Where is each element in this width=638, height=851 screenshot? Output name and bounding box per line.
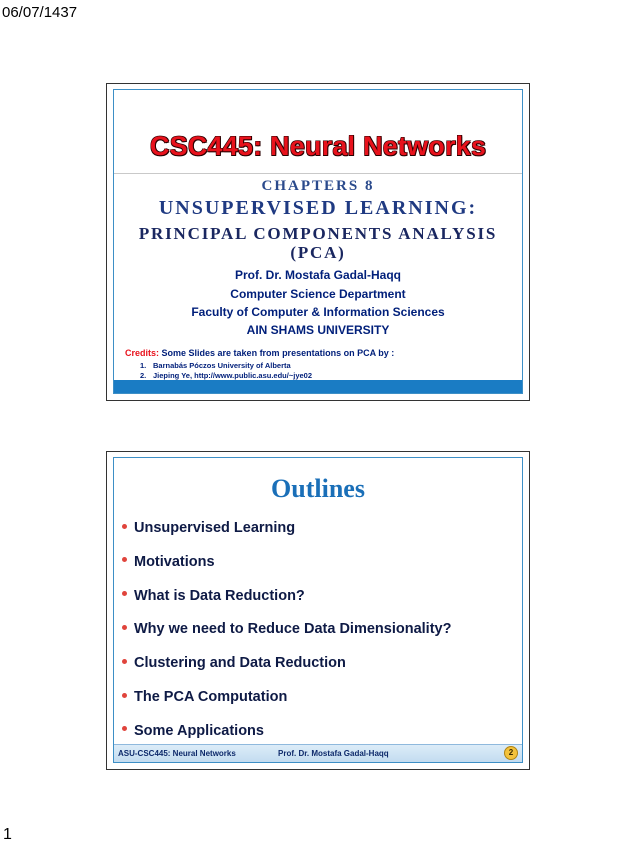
reference-list: [140, 361, 312, 381]
subheading-line-1: PRINCIPAL COMPONENTS ANALYSIS: [138, 224, 498, 243]
reference-number: 1.: [140, 361, 147, 370]
chapter-label: CHAPTERS 8: [261, 178, 375, 194]
slide-number-badge: 2: [504, 746, 518, 760]
outline-item-text: Unsupervised Learning: [134, 520, 296, 536]
slide-2: [106, 451, 530, 770]
subheading-line-2: (PCA): [290, 243, 346, 262]
department: Computer Science Department: [230, 287, 406, 301]
bullet-icon: [122, 726, 127, 731]
bullet-icon: [122, 557, 127, 562]
reference-item: [140, 361, 312, 371]
bullet-icon: [122, 659, 127, 664]
university: AIN SHAMS UNIVERSITY: [246, 323, 390, 337]
reference-text: Barnabás Póczos University of Alberta: [153, 361, 291, 370]
outline-item: [122, 552, 451, 586]
bullet-icon: [122, 625, 127, 630]
outline-item: [122, 619, 451, 653]
title-divider: [114, 173, 522, 174]
credits-label: Credits:: [125, 348, 160, 358]
outline-item: [122, 518, 451, 552]
slide-1-frame: [113, 89, 523, 394]
chapter-subheading: [114, 224, 522, 262]
reference-number: 2.: [140, 371, 147, 380]
outline-list: [122, 518, 451, 755]
slide-2-frame: [113, 457, 523, 763]
bullet-icon: [122, 524, 127, 529]
credits: [125, 348, 394, 358]
outline-item: [122, 586, 451, 620]
footer-author: Prof. Dr. Mostafa Gadal-Haqq: [278, 749, 389, 758]
bullet-icon: [122, 693, 127, 698]
outline-item-text: Some Applications: [134, 722, 264, 739]
page-date: 06/07/1437: [2, 4, 78, 21]
outline-item-text: Motivations: [134, 553, 215, 570]
outline-item: [122, 687, 451, 721]
outline-title: Outlines: [271, 474, 365, 503]
page-number: 1: [3, 826, 12, 843]
reference-text: Jieping Ye, http://www.public.asu.edu/~jye02: [153, 371, 312, 380]
credits-text: Some Slides are taken from presentations on PCA by :: [159, 348, 395, 358]
author-name: Prof. Dr. Mostafa Gadal-Haqq: [234, 268, 402, 282]
slide-footer-bar: [114, 380, 522, 393]
outline-item-text: What is Data Reduction?: [134, 587, 305, 604]
outline-item-text: The PCA Computation: [134, 688, 288, 705]
outline-item-text: Clustering and Data Reduction: [134, 655, 346, 672]
outline-item: [122, 653, 451, 687]
footer-course: ASU-CSC445: Neural Networks: [118, 749, 236, 758]
outline-item-text: Why we need to Reduce Data Dimensionality?: [134, 621, 452, 638]
bullet-icon: [122, 591, 127, 596]
slide-1: [106, 83, 530, 401]
course-title: CSC445: Neural Networks: [149, 131, 487, 161]
slide-footer: [114, 744, 522, 762]
faculty: Faculty of Computer & Information Sciences: [191, 305, 445, 319]
chapter-heading: UNSUPERVISED LEARNING:: [158, 197, 478, 219]
